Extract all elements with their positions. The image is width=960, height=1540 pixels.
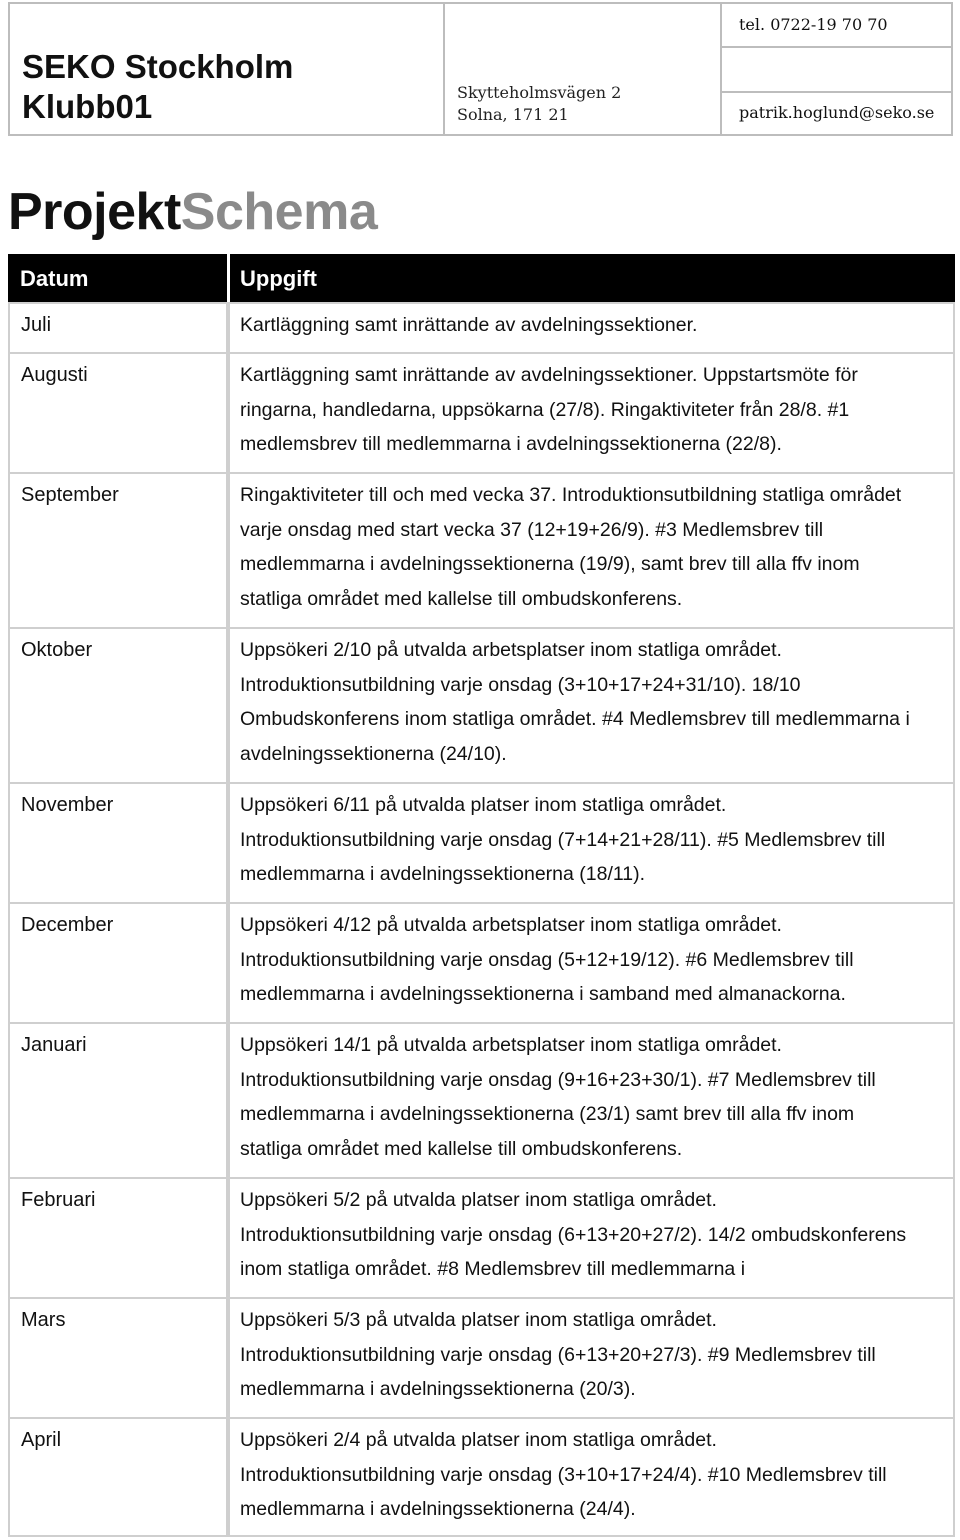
task-text: Uppsökeri 4/12 på utvalda arbetsplatser inom statliga området. Introduktionsutbildning varje onsdag (5+12+19/12). #6 Medlemsbrev till medlemmarna i avdelningssektionerna i samband med almanackorna. [240,914,854,1005]
task-cell [228,627,955,784]
address-box [443,2,722,136]
task-cell [228,902,955,1024]
schedule-table [8,254,955,1520]
date-cell [8,1417,228,1537]
date-cell [8,1177,228,1299]
column-header-task: Uppgift [240,266,317,291]
task-cell [228,1177,955,1299]
month-label: Oktober [21,639,93,661]
task-text: Uppsökeri 2/4 på utvalda platser inom statliga området. Introduktionsutbildning varje onsdag (3+10+17+24/4). #10 Medlemsbrev till medlemmarna i avdelningssektionerna (24/4). [240,1429,887,1520]
task-text: Uppsökeri 6/11 på utvalda platser inom statliga området. Introduktionsutbildning varje onsdag (7+14+21+28/11). #5 Medlemsbrev till medlemmarna i avdelningssektionerna (18/11). [240,794,886,885]
month-label: Augusti [21,364,88,386]
task-text: Uppsökeri 14/1 på utvalda arbetsplatser inom statliga området. Introduktionsutbildning varje onsdag (9+16+23+30/1). #7 Medlemsbrev till medlemmarna i avdelningssektionerna (23/1) samt brev till alla ffv inom statliga området med kallelse till ombudskonferens. [240,1034,876,1160]
phone-number: tel. 0722-19 70 70 [739,15,888,34]
task-text: Uppsökeri 2/10 på utvalda arbetsplatser inom statliga området. Introduktionsutbildning varje onsdag (3+10+17+24+31/10). 18/10 Ombudskonferens inom statliga området. #4 Medlemsbrev till medlemmarna i avdelningssektionerna (24/10). [240,639,910,765]
phone-box [720,2,953,48]
task-text: Uppsökeri 5/2 på utvalda platser inom statliga området. Introduktionsutbildning varje onsdag (6+13+20+27/2). 14/2 ombudskonferens inom statliga området. #8 Medlemsbrev till medlemmarna i [240,1189,907,1280]
month-label: December [21,914,114,936]
task-text: Kartläggning samt inrättande av avdelningssektioner. Uppstartsmöte för ringarna, handledarna, uppsökarna (27/8). Ringaktiviteter från 28/8. #1 medlemsbrev till medlemmarna i avdelningssektionerna (22/8). [240,364,858,455]
letterhead [8,2,953,136]
organization-box [8,2,445,136]
page-title [8,183,378,241]
email-address: patrik.hoglund@seko.se [739,103,935,122]
title-part-projekt: Projekt [8,183,181,241]
table-row [8,1177,955,1299]
task-cell [228,782,955,904]
month-label: September [21,484,119,506]
table-row [8,1297,955,1419]
task-cell [228,352,955,474]
month-label: Januari [21,1034,87,1056]
table-row [8,782,955,904]
column-header-date: Datum [20,266,89,291]
task-cell [228,472,955,629]
header-divider [227,254,230,304]
task-cell [228,1022,955,1179]
table-row [8,902,955,1024]
table-row [8,1417,955,1537]
date-cell [8,1297,228,1419]
task-text: Ringaktiviteter till och med vecka 37. Introduktionsutbildning statliga området varje onsdag med start vecka 37 (12+19+26/9). #3 Medlemsbrev till medlemmarna i avdelningssektionerna (19/9), samt brev till alla ffv inom statliga området med kallelse till ombudskonferens. [240,484,902,610]
month-label: November [21,794,114,816]
organization-name: SEKO Stockholm [22,48,294,85]
task-cell [228,1297,955,1419]
empty-contact-box [720,46,953,93]
month-label: Juli [21,314,52,336]
organization-club: Klubb01 [22,88,153,125]
table-row [8,302,955,354]
task-cell [228,302,955,354]
table-row [8,352,955,474]
task-cell [228,1417,955,1537]
table-header [8,254,955,304]
street-address: Skytteholmsvägen 2 [457,83,622,102]
table-row [8,1022,955,1179]
date-cell [8,472,228,629]
title-part-schema: Schema [180,183,378,241]
table-row [8,472,955,629]
date-cell [8,902,228,1024]
date-cell [8,782,228,904]
email-box [720,91,953,136]
date-cell [8,627,228,784]
table-row [8,627,955,784]
date-cell [8,302,228,354]
postal-address: Solna, 171 21 [457,105,569,124]
date-cell [8,1022,228,1179]
month-label: April [21,1429,62,1451]
month-label: Mars [21,1309,66,1331]
task-text: Uppsökeri 5/3 på utvalda platser inom statliga området. Introduktionsutbildning varje onsdag (6+13+20+27/3). #9 Medlemsbrev till medlemmarna i avdelningssektionerna (20/3). [240,1309,876,1400]
month-label: Februari [21,1189,96,1211]
date-cell [8,352,228,474]
task-text: Kartläggning samt inrättande av avdelningssektioner. [240,314,698,336]
